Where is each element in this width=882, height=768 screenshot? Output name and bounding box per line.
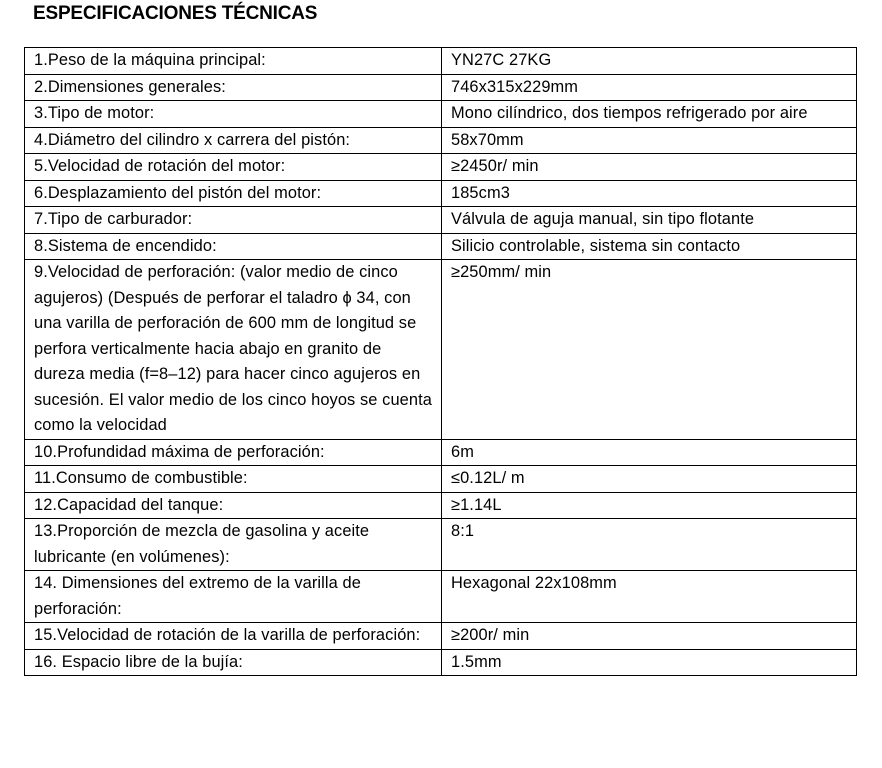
- table-row: [25, 127, 857, 154]
- table-row: [25, 74, 857, 101]
- table-row: [25, 623, 857, 650]
- spec-value: 1.5mm: [442, 649, 857, 676]
- spec-value: Silicio controlable, sistema sin contacto: [442, 233, 857, 260]
- spec-label: 3.Tipo de motor:: [25, 101, 442, 128]
- page-title: ESPECIFICACIONES TÉCNICAS: [33, 3, 318, 24]
- spec-value: ≥1.14L: [442, 492, 857, 519]
- spec-label: 5.Velocidad de rotación del motor:: [25, 154, 442, 181]
- specifications-table: [24, 47, 857, 676]
- spec-value: ≥250mm/ min: [442, 260, 857, 440]
- spec-label: 10.Profundidad máxima de perforación:: [25, 439, 442, 466]
- spec-value: ≤0.12L/ m: [442, 466, 857, 493]
- spec-value: ≥2450r/ min: [442, 154, 857, 181]
- spec-label: 9.Velocidad de perforación: (valor medio de cinco agujeros) (Después de perforar el taladro ϕ 34, con una varilla de perforación de 600 mm de longitud se perfora verticalmente hacia abajo en granito de dureza media (f=8–12) para hacer cinco agujeros en sucesión. El valor medio de los cinco hoyos se cuenta como la velocidad: [25, 260, 442, 440]
- table-row: [25, 180, 857, 207]
- spec-value: Mono cilíndrico, dos tiempos refrigerado por aire: [442, 101, 857, 128]
- spec-value: Hexagonal 22x108mm: [442, 571, 857, 623]
- spec-label: 8.Sistema de encendido:: [25, 233, 442, 260]
- spec-value: 8:1: [442, 519, 857, 571]
- spec-label: 15.Velocidad de rotación de la varilla de perforación:: [25, 623, 442, 650]
- spec-label: 7.Tipo de carburador:: [25, 207, 442, 234]
- spec-label: 16. Espacio libre de la bujía:: [25, 649, 442, 676]
- spec-value: ≥200r/ min: [442, 623, 857, 650]
- spec-label: 11.Consumo de combustible:: [25, 466, 442, 493]
- spec-value: 58x70mm: [442, 127, 857, 154]
- table-row: [25, 519, 857, 571]
- spec-value: 185cm3: [442, 180, 857, 207]
- spec-label: 4.Diámetro del cilindro x carrera del pistón:: [25, 127, 442, 154]
- table-row: [25, 571, 857, 623]
- table-row: [25, 492, 857, 519]
- spec-label: 12.Capacidad del tanque:: [25, 492, 442, 519]
- table-row: [25, 48, 857, 75]
- spec-label: 14. Dimensiones del extremo de la varilla de perforación:: [25, 571, 442, 623]
- table-row: [25, 466, 857, 493]
- spec-value: 6m: [442, 439, 857, 466]
- table-row: [25, 233, 857, 260]
- spec-label: 6.Desplazamiento del pistón del motor:: [25, 180, 442, 207]
- specifications-body: [25, 48, 857, 676]
- spec-label: 2.Dimensiones generales:: [25, 74, 442, 101]
- spec-value: YN27C 27KG: [442, 48, 857, 75]
- table-row: [25, 154, 857, 181]
- spec-label: 13.Proporción de mezcla de gasolina y aceite lubricante (en volúmenes):: [25, 519, 442, 571]
- table-row: [25, 649, 857, 676]
- table-row: [25, 260, 857, 440]
- table-row: [25, 439, 857, 466]
- table-row: [25, 101, 857, 128]
- table-row: [25, 207, 857, 234]
- spec-value: Válvula de aguja manual, sin tipo flotante: [442, 207, 857, 234]
- spec-label: 1.Peso de la máquina principal:: [25, 48, 442, 75]
- spec-value: 746x315x229mm: [442, 74, 857, 101]
